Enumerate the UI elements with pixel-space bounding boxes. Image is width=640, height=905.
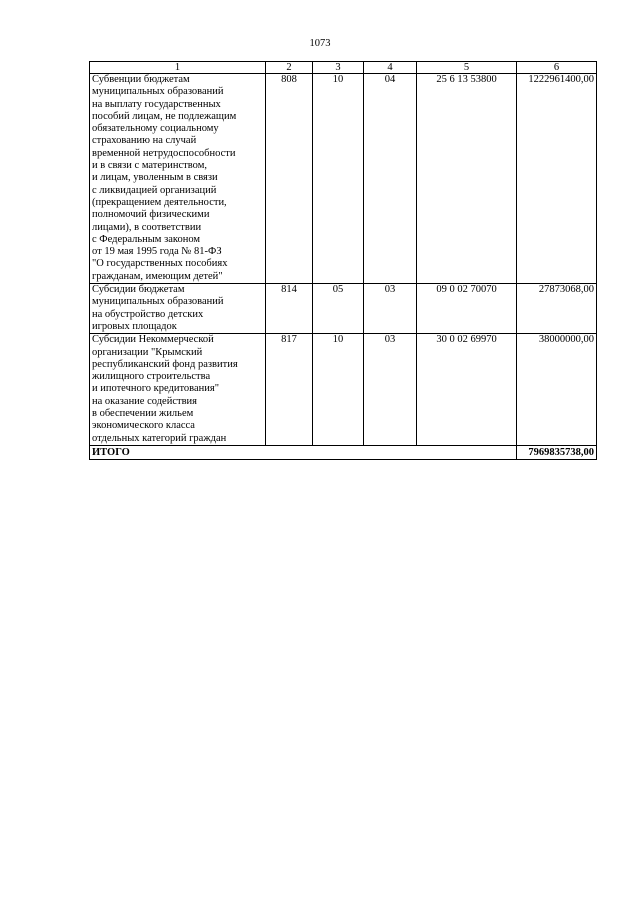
row-ministry-code: 808 xyxy=(266,74,313,284)
header-col-6: 6 xyxy=(517,62,597,74)
row-section-code: 10 xyxy=(313,74,364,284)
header-col-1: 1 xyxy=(90,62,266,74)
total-row xyxy=(90,445,597,459)
header-col-5: 5 xyxy=(417,62,517,74)
row-amount: 27873068,00 xyxy=(517,284,597,334)
page-number: 1073 xyxy=(309,38,331,49)
budget-table xyxy=(89,61,597,460)
header-col-3: 3 xyxy=(313,62,364,74)
table-header-row xyxy=(90,62,597,74)
row-target-code: 09 0 02 70070 xyxy=(417,284,517,334)
row-subsection-code: 03 xyxy=(364,284,417,334)
table-row xyxy=(90,74,597,284)
table-row xyxy=(90,284,597,334)
row-subsection-code: 03 xyxy=(364,334,417,446)
row-target-code: 25 6 13 53800 xyxy=(417,74,517,284)
row-name: Субвенции бюджетам муниципальных образований на выплату государственных пособий лицам, не подлежащим обязательному социальному страхованию на случай временной нетрудоспособности и в связи с материнством, и лицам, уволенным в связи с ликвидацией организаций (прекращением деятельности, полномочий физическими лицами), в соответствии с Федеральным законом от 19 мая 1995 года № 81-ФЗ "О государственных пособиях гражданам, имеющим детей" xyxy=(90,74,266,284)
row-name: Субсидии бюджетам муниципальных образований на обустройство детских игровых площадок xyxy=(90,284,266,334)
row-subsection-code: 04 xyxy=(364,74,417,284)
row-name: Субсидии Некоммерческой организации "Крымский республиканский фонд развития жилищного строительства и ипотечного кредитования" на оказание содействия в обеспечении жильем экономического класса отдельных категорий граждан xyxy=(90,334,266,446)
total-label: ИТОГО xyxy=(90,445,517,459)
row-ministry-code: 817 xyxy=(266,334,313,446)
table-row xyxy=(90,334,597,446)
row-amount: 1222961400,00 xyxy=(517,74,597,284)
header-col-4: 4 xyxy=(364,62,417,74)
header-col-2: 2 xyxy=(266,62,313,74)
row-amount: 38000000,00 xyxy=(517,334,597,446)
row-target-code: 30 0 02 69970 xyxy=(417,334,517,446)
row-section-code: 05 xyxy=(313,284,364,334)
row-section-code: 10 xyxy=(313,334,364,446)
row-ministry-code: 814 xyxy=(266,284,313,334)
total-amount: 7969835738,00 xyxy=(517,445,597,459)
